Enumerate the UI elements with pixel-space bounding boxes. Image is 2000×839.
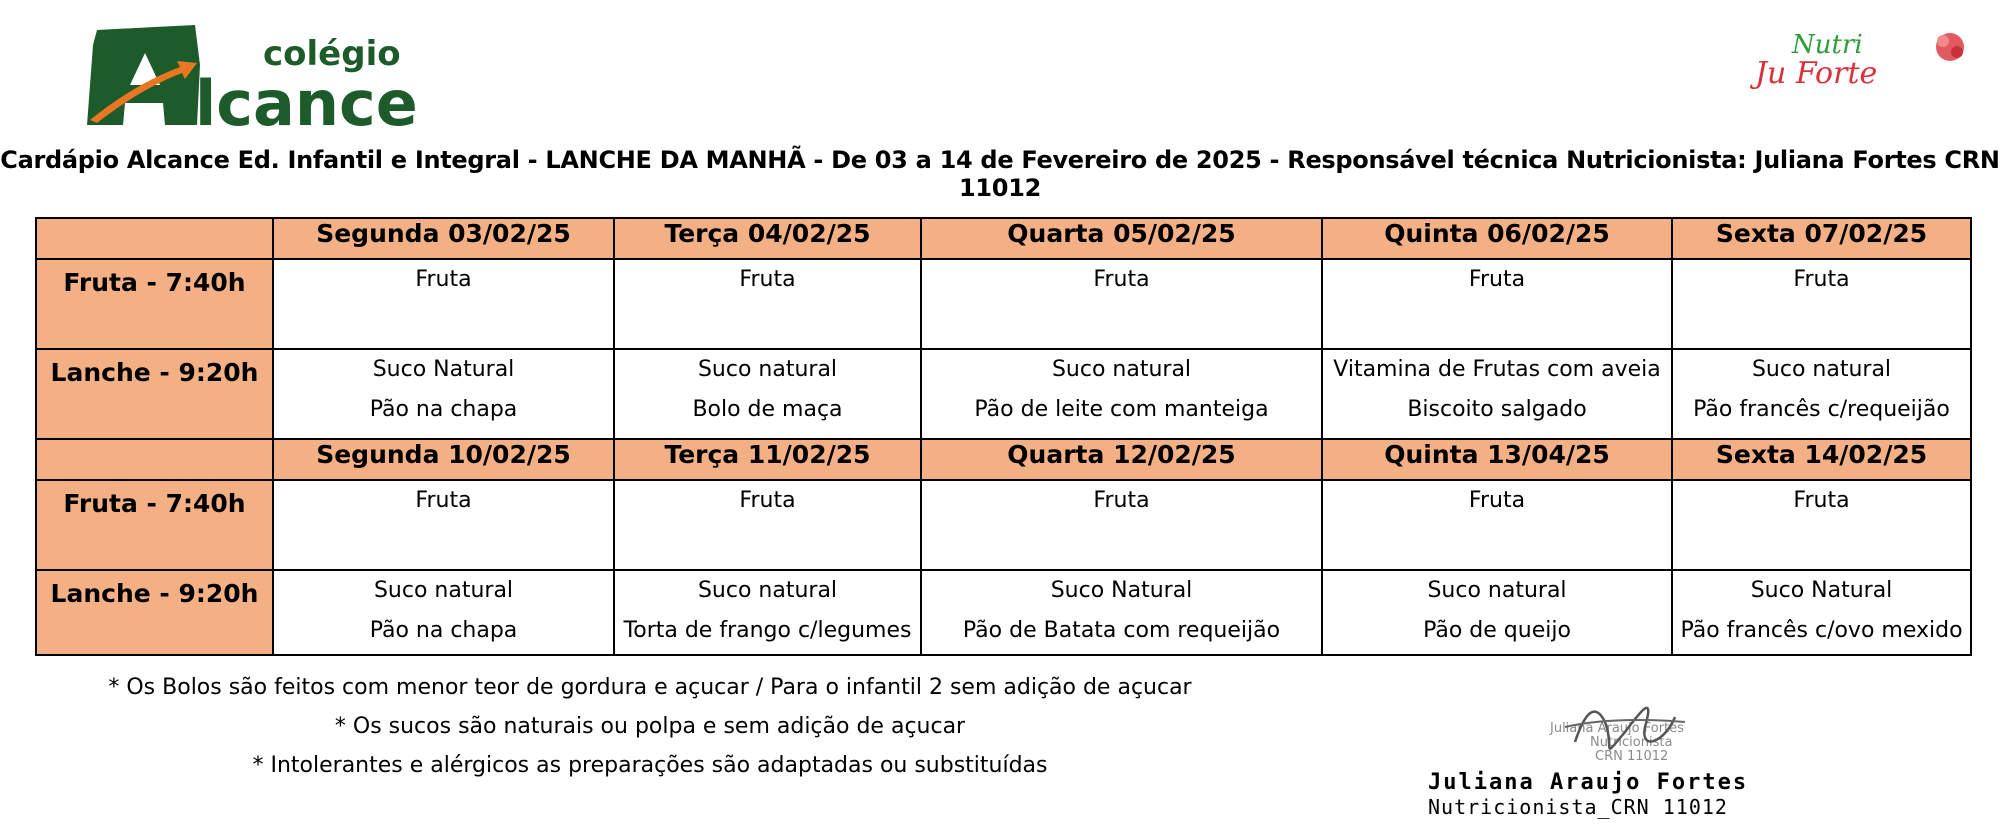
signature-name: Juliana Araujo Fortes bbox=[1428, 770, 1749, 795]
footnote: * Os sucos são naturais ou polpa e sem adição de açucar bbox=[334, 714, 966, 739]
fruit-cell: Fruta bbox=[1322, 480, 1672, 570]
day-header: Sexta 14/02/25 bbox=[1672, 439, 1971, 480]
page-title: Cardápio Alcance Ed. Infantil e Integral - LANCHE DA MANHÃ - De 03 a 14 de Fevereiro de 2025 - Responsável técnica Nutricionista: Juliana Fortes CRN 11012 bbox=[0, 146, 2000, 202]
stamp-line-3: CRN 11012 bbox=[1595, 749, 1669, 764]
day-header: Quinta 06/02/25 bbox=[1322, 218, 1672, 259]
snack-drink: Vitamina de Frutas com aveia bbox=[1333, 357, 1661, 382]
week-2-header-row bbox=[36, 439, 1971, 480]
fruit-cell: Fruta bbox=[273, 259, 614, 349]
snack-drink: Suco natural bbox=[697, 578, 838, 603]
snack-cell bbox=[1672, 349, 1971, 439]
fruit-time-label: Fruta - 7:40h bbox=[36, 259, 273, 349]
fruit-cell: Fruta bbox=[921, 259, 1322, 349]
snack-food: Pão francês c/ovo mexido bbox=[1680, 618, 1963, 643]
day-header: Quarta 12/02/25 bbox=[921, 439, 1322, 480]
week-1-header-row bbox=[36, 218, 1971, 259]
fruit-cell: Fruta bbox=[1672, 480, 1971, 570]
snack-cell bbox=[273, 349, 614, 439]
signature-role: Nutricionista_CRN 11012 bbox=[1428, 795, 1728, 819]
snack-drink: Suco natural bbox=[373, 578, 514, 603]
colegio-alcance-logo bbox=[85, 25, 475, 135]
day-header: Quarta 05/02/25 bbox=[921, 218, 1322, 259]
snack-drink: Suco natural bbox=[697, 357, 838, 382]
snack-time-label: Lanche - 9:20h bbox=[36, 570, 273, 655]
snack-cell bbox=[1322, 349, 1672, 439]
stamp-line-1: Juliana Araujo Fortes bbox=[1550, 721, 1684, 736]
header-empty-cell bbox=[36, 439, 273, 480]
snack-food: Pão na chapa bbox=[369, 397, 518, 422]
logo-top-word: colégio bbox=[263, 34, 401, 74]
snack-cell bbox=[1322, 570, 1672, 655]
footnote: * Os Bolos são feitos com menor teor de gordura e açucar / Para o infantil 2 sem adição de açucar bbox=[108, 675, 1192, 700]
footnote: * Intolerantes e alérgicos as preparações são adaptadas ou substituídas bbox=[252, 753, 1048, 778]
stamp-line-2: Nutricionista bbox=[1590, 735, 1673, 750]
footnotes bbox=[0, 668, 1300, 785]
snack-food: Pão na chapa bbox=[369, 618, 518, 643]
snack-drink: Suco Natural bbox=[1750, 578, 1893, 603]
snack-food: Torta de frango c/legumes bbox=[623, 618, 912, 643]
snack-drink: Suco natural bbox=[1751, 357, 1892, 382]
snack-food: Pão de Batata com requeijão bbox=[962, 618, 1281, 643]
snack-cell bbox=[921, 349, 1322, 439]
snack-cell bbox=[614, 570, 921, 655]
day-header: Sexta 07/02/25 bbox=[1672, 218, 1971, 259]
week-1-snack-row bbox=[36, 349, 1971, 439]
day-header: Quinta 13/04/25 bbox=[1322, 439, 1672, 480]
snack-food: Pão francês c/requeijão bbox=[1693, 397, 1950, 422]
svg-text:lcance: lcance bbox=[195, 67, 418, 135]
menu-table bbox=[35, 217, 1972, 656]
day-header: Segunda 03/02/25 bbox=[273, 218, 614, 259]
snack-food: Biscoito salgado bbox=[1407, 397, 1587, 422]
header-empty-cell bbox=[36, 218, 273, 259]
snack-food: Pão de leite com manteiga bbox=[974, 397, 1269, 422]
nutri-ju-forte-logo bbox=[1750, 25, 1975, 90]
fruit-cell: Fruta bbox=[921, 480, 1322, 570]
snack-time-label: Lanche - 9:20h bbox=[36, 349, 273, 439]
fruit-cell: Fruta bbox=[614, 480, 921, 570]
snack-cell bbox=[614, 349, 921, 439]
fruit-cell: Fruta bbox=[1322, 259, 1672, 349]
week-2-snack-row bbox=[36, 570, 1971, 655]
snack-food: Bolo de maça bbox=[692, 397, 843, 422]
snack-drink: Suco natural bbox=[1427, 578, 1567, 603]
snack-food: Pão de queijo bbox=[1423, 618, 1571, 643]
week-1-fruit-row bbox=[36, 259, 1971, 349]
snack-cell bbox=[1672, 570, 1971, 655]
fruit-cell: Fruta bbox=[273, 480, 614, 570]
snack-drink: Suco Natural bbox=[372, 357, 515, 382]
day-header: Terça 11/02/25 bbox=[614, 439, 921, 480]
day-header: Terça 04/02/25 bbox=[614, 218, 921, 259]
day-header: Segunda 10/02/25 bbox=[273, 439, 614, 480]
week-2-fruit-row bbox=[36, 480, 1971, 570]
snack-drink: Suco natural bbox=[1051, 357, 1192, 382]
fruit-cell: Fruta bbox=[1672, 259, 1971, 349]
snack-cell bbox=[921, 570, 1322, 655]
snack-drink: Suco Natural bbox=[1050, 578, 1193, 603]
fruit-time-label: Fruta - 7:40h bbox=[36, 480, 273, 570]
logo-right-line1: Nutri bbox=[1792, 30, 1863, 60]
logo-right-line2: Ju Forte bbox=[1755, 56, 1878, 90]
fruit-cell: Fruta bbox=[614, 259, 921, 349]
snack-cell bbox=[273, 570, 614, 655]
